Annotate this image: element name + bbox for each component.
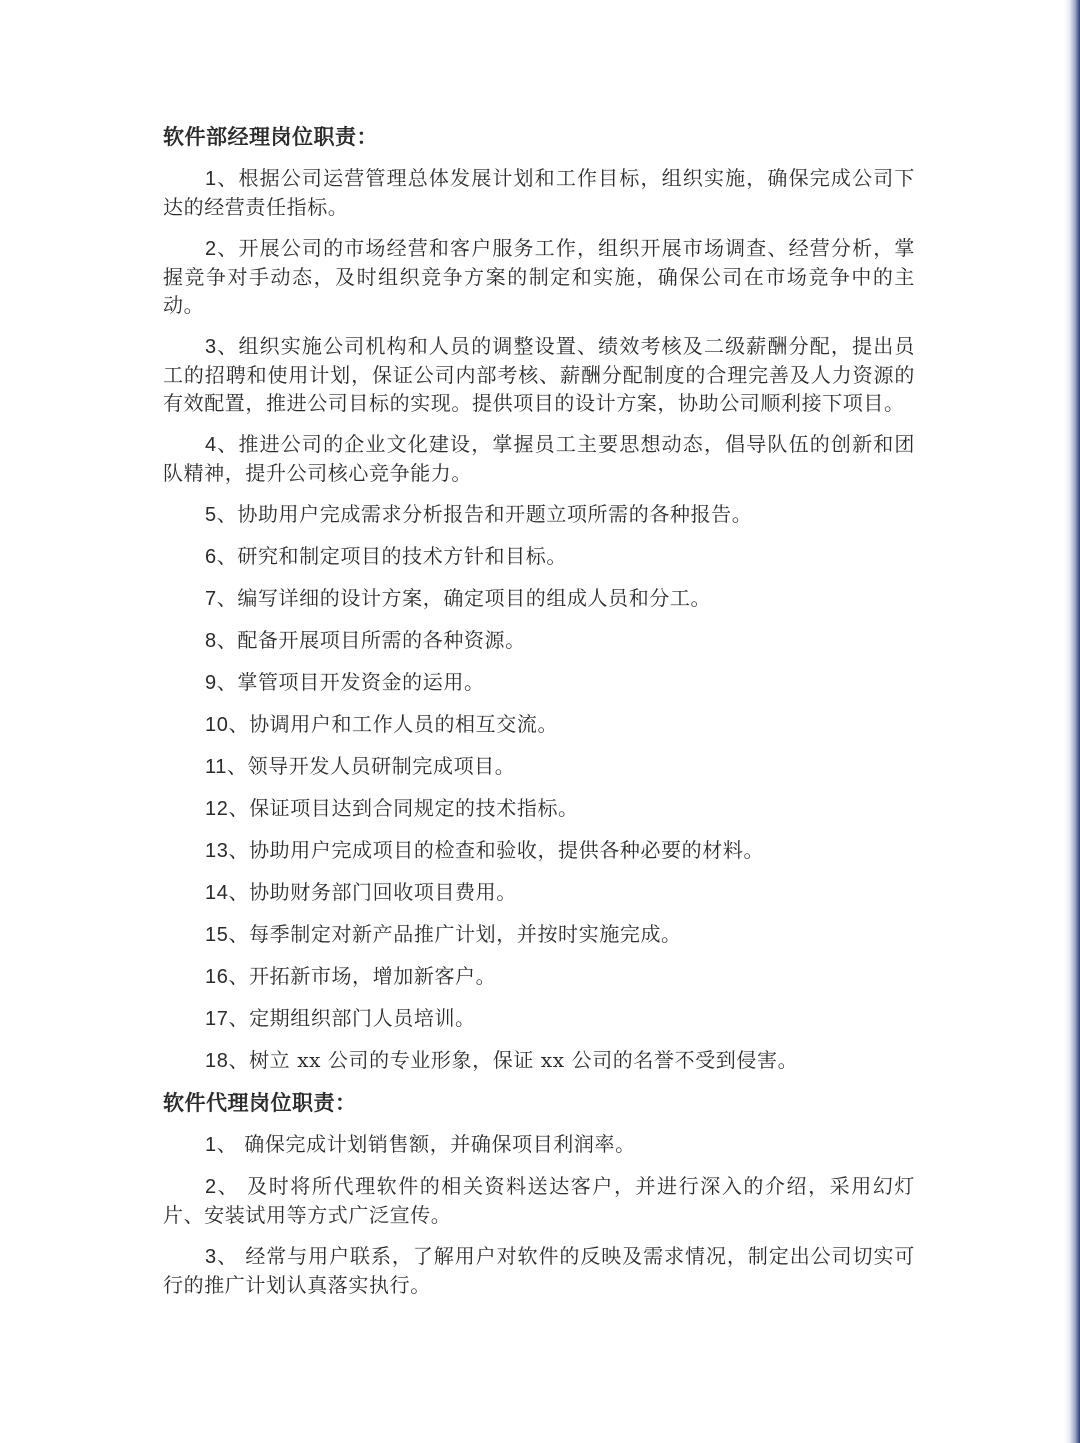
duty-item bbox=[163, 962, 915, 991]
duty-item-separator: 、 bbox=[226, 754, 248, 778]
duty-item-text: 根据公司运营管理总体发展计划和工作目标，组织实施，确保完成公司下达的经营责任指标。 bbox=[163, 166, 915, 219]
duty-item bbox=[163, 668, 915, 697]
duty-item-separator: 、 bbox=[216, 586, 238, 610]
duty-item-separator: 、 bbox=[228, 1006, 250, 1030]
section-heading: 软件部经理岗位职责： bbox=[163, 124, 378, 149]
duty-item-separator: 、 bbox=[216, 236, 239, 260]
duty-item bbox=[163, 430, 915, 487]
duty-item-text: 每季制定对新产品推广计划，并按时实施完成。 bbox=[249, 922, 682, 946]
duty-item-text: 推进公司的企业文化建设，掌握员工主要思想动态，倡导队伍的创新和团队精神，提升公司核心竞争能力。 bbox=[163, 432, 915, 485]
duty-item-number: 1 bbox=[205, 1134, 217, 1156]
duty-item bbox=[163, 584, 915, 613]
duty-item-text: 及时将所代理软件的相关资料送达客户，并进行深入的介绍，采用幻灯片、安装试用等方式广泛宣传。 bbox=[163, 1174, 915, 1227]
duty-item-separator: 、 bbox=[216, 544, 238, 568]
duty-item-number: 13 bbox=[205, 840, 229, 862]
page-edge-shadow bbox=[1064, 0, 1080, 1443]
duty-item-separator: 、 bbox=[216, 670, 238, 694]
duty-item-text: 研究和制定项目的技术方针和目标。 bbox=[237, 544, 567, 568]
duty-item-text: 协调用户和工作人员的相互交流。 bbox=[249, 712, 559, 736]
duty-item bbox=[163, 710, 915, 739]
duty-item-separator: 、 bbox=[228, 712, 250, 736]
duty-item-number: 1 bbox=[205, 168, 217, 190]
duty-item-number: 8 bbox=[205, 630, 217, 652]
duty-item-separator: 、 bbox=[216, 432, 239, 456]
duty-item bbox=[163, 234, 915, 319]
duty-item-text: 经常与用户联系，了解用户对软件的反映及需求情况，制定出公司切实可行的推广计划认真落实执行。 bbox=[163, 1244, 915, 1297]
duty-item-number: 4 bbox=[205, 434, 217, 456]
duty-item-text: 掌管项目开发资金的运用。 bbox=[237, 670, 485, 694]
duty-item-separator: 、 bbox=[228, 1048, 250, 1072]
duty-item bbox=[163, 164, 915, 221]
duty-item-separator: 、 bbox=[228, 880, 250, 904]
duty-item-separator: 、 bbox=[216, 334, 239, 358]
duty-item-number: 18 bbox=[205, 1050, 229, 1072]
duty-item-text: 组织实施公司机构和人员的调整设置、绩效考核及二级薪酬分配，提出员工的招聘和使用计划，保证公司内部考核、薪酬分配制度的合理完善及人力资源的有效配置，推进公司目标的实现。提供项目的设计方案，协助公司顺利接下项目。 bbox=[163, 334, 915, 415]
duty-list bbox=[163, 1130, 915, 1299]
duty-item bbox=[163, 794, 915, 823]
document-body bbox=[163, 122, 915, 1312]
duty-item-text: 领导开发人员研制完成项目。 bbox=[247, 754, 516, 778]
duty-item-number: 10 bbox=[205, 714, 229, 736]
duty-item-number: 3 bbox=[205, 336, 217, 358]
duty-item-number: 17 bbox=[205, 1008, 229, 1030]
duty-item bbox=[163, 1004, 915, 1033]
duty-item-number: 11 bbox=[205, 756, 227, 778]
duty-item bbox=[163, 920, 915, 949]
duty-item-text: 树立 xx 公司的专业形象，保证 xx 公司的名誉不受到侵害。 bbox=[249, 1048, 799, 1072]
duty-item bbox=[163, 1172, 915, 1229]
duty-item-text: 开展公司的市场经营和客户服务工作，组织开展市场调查、经营分析，掌握竞争对手动态，及时组织竞争方案的制定和实施，确保公司在市场竞争中的主动。 bbox=[163, 236, 915, 317]
section-software-manager bbox=[163, 122, 915, 1075]
duty-item bbox=[163, 332, 915, 417]
duty-item-separator: 、 bbox=[216, 628, 238, 652]
duty-item bbox=[163, 500, 915, 529]
duty-item-separator: 、 bbox=[228, 922, 250, 946]
duty-item-number: 3 bbox=[205, 1246, 217, 1268]
duty-item-text: 协助用户完成项目的检查和验收，提供各种必要的材料。 bbox=[249, 838, 765, 862]
duty-item-text: 开拓新市场，增加新客户。 bbox=[249, 964, 497, 988]
duty-item-number: 7 bbox=[205, 588, 217, 610]
duty-item-number: 16 bbox=[205, 966, 229, 988]
duty-item-number: 15 bbox=[205, 924, 229, 946]
duty-item-text: 确保完成计划销售额，并确保项目利润率。 bbox=[244, 1132, 636, 1156]
duty-item-text: 配备开展项目所需的各种资源。 bbox=[237, 628, 526, 652]
duty-item bbox=[163, 752, 915, 781]
duty-item-separator: 、 bbox=[228, 796, 250, 820]
duty-item-text: 保证项目达到合同规定的技术指标。 bbox=[249, 796, 579, 820]
section-heading: 软件代理岗位职责： bbox=[163, 1090, 357, 1115]
duty-item-number: 5 bbox=[205, 504, 217, 526]
duty-list bbox=[163, 164, 915, 1075]
duty-item bbox=[163, 542, 915, 571]
duty-item-number: 2 bbox=[205, 1176, 217, 1198]
duty-item-separator: 、 bbox=[228, 964, 250, 988]
duty-item-separator: 、 bbox=[216, 166, 239, 190]
section-software-agent bbox=[163, 1088, 915, 1299]
duty-item bbox=[163, 626, 915, 655]
duty-item-number: 12 bbox=[205, 798, 229, 820]
duty-item-separator: 、 bbox=[228, 838, 250, 862]
duty-item-number: 9 bbox=[205, 672, 217, 694]
duty-item-number: 6 bbox=[205, 546, 217, 568]
duty-item-number: 2 bbox=[205, 238, 217, 260]
duty-item-separator: 、 bbox=[216, 1244, 246, 1268]
duty-item-text: 编写详细的设计方案，确定项目的组成人员和分工。 bbox=[237, 586, 712, 610]
duty-item bbox=[163, 878, 915, 907]
duty-item-text: 协助财务部门回收项目费用。 bbox=[249, 880, 517, 904]
duty-item-separator: 、 bbox=[216, 1174, 248, 1198]
duty-item-text: 协助用户完成需求分析报告和开题立项所需的各种报告。 bbox=[237, 502, 753, 526]
duty-item bbox=[163, 1130, 915, 1159]
duty-item bbox=[163, 1046, 915, 1075]
duty-item bbox=[163, 836, 915, 865]
duty-item-separator: 、 bbox=[216, 1132, 245, 1156]
duty-item-text: 定期组织部门人员培训。 bbox=[249, 1006, 476, 1030]
duty-item bbox=[163, 1242, 915, 1299]
duty-item-separator: 、 bbox=[216, 502, 238, 526]
duty-item-number: 14 bbox=[205, 882, 229, 904]
